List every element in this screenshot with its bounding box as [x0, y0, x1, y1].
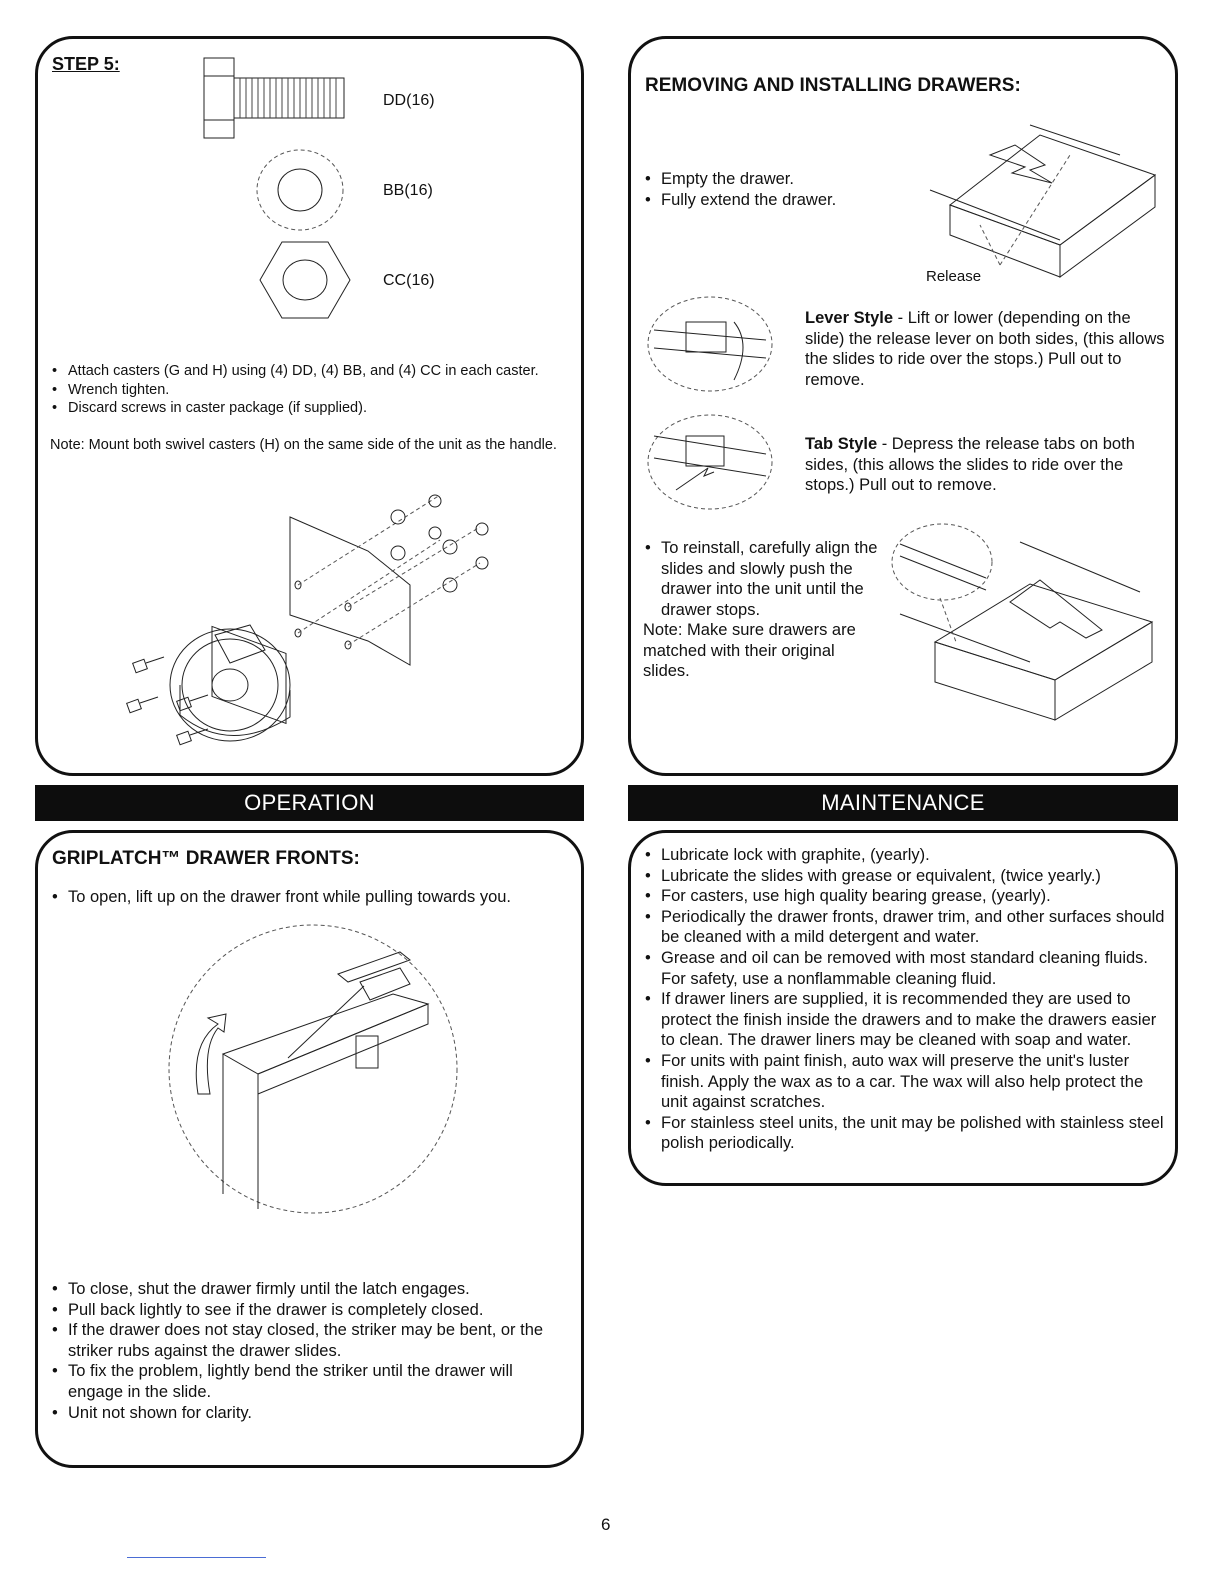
list-item: • If drawer liners are supplied, it is recommended they are used to protect the finish inside the drawers and to make the drawers easier to clean. The drawer liners may be cleaned with soap and water.	[643, 989, 1168, 1051]
maintenance-list	[643, 845, 1168, 1154]
griplatch-title: GRIPLATCH™ DRAWER FRONTS:	[52, 848, 360, 869]
washer-bb-illustration	[254, 148, 350, 234]
list-item: • Grease and oil can be removed with most standard cleaning fluids. For safety, use a nonflammable cleaning fluid.	[643, 948, 1168, 989]
part-cc-label: CC(16)	[383, 272, 435, 289]
step5-title: STEP 5:	[52, 54, 120, 74]
list-item: • Empty the drawer.	[643, 169, 893, 190]
extended-drawer-illustration	[920, 115, 1160, 285]
operation-banner: OPERATION	[35, 785, 584, 821]
lever-style-detail-illustration	[646, 296, 776, 396]
drawers-intro-list	[643, 169, 893, 210]
maintenance-banner: MAINTENANCE	[628, 785, 1178, 821]
part-bb-label: BB(16)	[383, 182, 433, 199]
list-item: • Pull back lightly to see if the drawer is completely closed.	[50, 1300, 570, 1321]
griplatch-instructions	[50, 1279, 570, 1423]
list-item: • Fully extend the drawer.	[643, 190, 893, 211]
part-dd-label: DD(16)	[383, 92, 435, 109]
list-item: • Periodically the drawer fronts, drawer trim, and other surfaces should be cleaned with a mild detergent and water.	[643, 907, 1168, 948]
bolt-dd-illustration	[196, 56, 356, 142]
list-item: • To close, shut the drawer firmly until the latch engages.	[50, 1279, 570, 1300]
list-item: • For units with paint finish, auto wax will preserve the unit's luster finish. Apply the wax as to a car. The wax will also help protect the unit against scratches.	[643, 1051, 1168, 1113]
footer-rule	[127, 1557, 266, 1558]
tab-style-description: - Depress the release tabs on both sides, (this allows the slides to ride over the stops.) Pull out to remove.	[805, 435, 1135, 495]
griplatch-detail-illustration	[168, 924, 458, 1224]
nut-cc-illustration	[258, 240, 354, 320]
lever-style-text	[805, 308, 1165, 390]
list-item: • Lubricate the slides with grease or equivalent, (twice yearly.)	[643, 866, 1168, 887]
list-item: • Discard screws in caster package (if supplied).	[50, 399, 555, 418]
tab-style-label: Tab Style	[805, 435, 878, 453]
page-number: 6	[601, 1515, 611, 1534]
list-item: • Attach casters (G and H) using (4) DD, (4) BB, and (4) CC in each caster.	[50, 362, 555, 381]
lever-style-label: Lever Style	[805, 309, 894, 327]
list-item: • To fix the problem, lightly bend the striker until the drawer will engage in the slide.	[50, 1361, 570, 1402]
griplatch-open-list	[50, 887, 570, 908]
drawers-note: Note: Make sure drawers are matched with their original slides.	[643, 621, 856, 681]
lever-style-description: - Lift or lower (depending on the slide) the release lever on both sides, (this allows the slides to ride over the stops.) Pull out to remove.	[805, 309, 1165, 389]
tab-style-text	[805, 434, 1165, 496]
step5-note: Note: Mount both swivel casters (H) on the same side of the unit as the handle.	[50, 437, 557, 453]
list-item: • If the drawer does not stay closed, the striker may be bent, or the striker rubs against the drawer slides.	[50, 1320, 570, 1361]
caster-assembly-illustration	[120, 485, 500, 755]
list-item: • To reinstall, carefully align the slides and slowly push the drawer into the unit until the drawer stops.	[643, 538, 893, 620]
tab-style-detail-illustration	[646, 414, 776, 514]
list-item: • To open, lift up on the drawer front while pulling towards you.	[50, 887, 570, 908]
list-item: • For stainless steel units, the unit may be polished with stainless steel polish periodically.	[643, 1113, 1168, 1154]
reinstall-drawer-illustration	[890, 522, 1160, 722]
reinstall-list	[643, 538, 893, 620]
list-item: • For casters, use high quality bearing grease, (yearly).	[643, 886, 1168, 907]
drawers-title: REMOVING AND INSTALLING DRAWERS:	[645, 75, 1021, 96]
step5-instructions	[50, 362, 555, 418]
list-item: • Unit not shown for clarity.	[50, 1403, 570, 1424]
list-item: • Lubricate lock with graphite, (yearly).	[643, 845, 1168, 866]
list-item: • Wrench tighten.	[50, 381, 555, 400]
release-label: Release	[926, 268, 982, 285]
